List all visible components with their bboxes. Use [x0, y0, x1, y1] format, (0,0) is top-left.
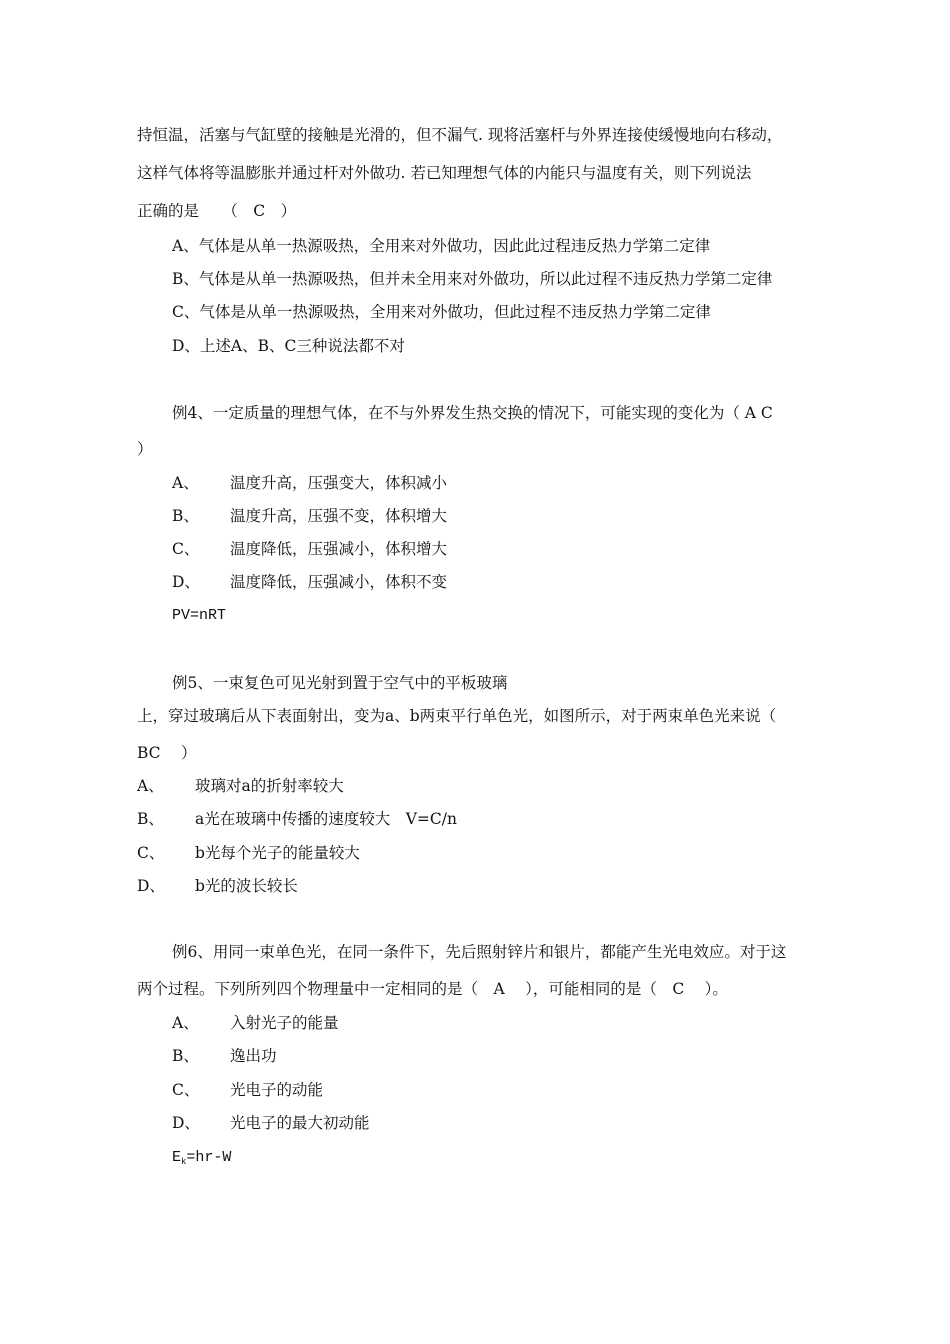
option-text: 温度升高，压强变大，体积减小 [230, 474, 448, 492]
q5-option-a [137, 776, 344, 796]
q5-option-c [137, 843, 360, 863]
q6-option-d [172, 1113, 370, 1133]
option-label: A、 [137, 777, 164, 795]
q3-stem-line-2: 这样气体将等温膨胀并通过杆对外做功. 若已知理想气体的内能只与温度有关，则下列说法 [137, 164, 752, 182]
option-text: 光电子的动能 [230, 1081, 324, 1099]
option-label: B、 [172, 507, 199, 525]
q4-option-c [172, 539, 447, 559]
q6-stem-line-2: 两个过程。下列所列四个物理量中一定相同的是（ A ），可能相同的是（ C ）。 [137, 980, 728, 998]
option-text: 玻璃对a的折射率较大 [195, 777, 344, 795]
option-label: B、 [137, 810, 164, 828]
option-text: 光电子的最大初动能 [230, 1114, 370, 1132]
q5-stem-line-3: BC ） [137, 744, 197, 762]
q5-stem-line-2: 上，穿过玻璃后从下表面射出，变为a、b两束平行单色光，如图所示，对于两束单色光来说（ [137, 707, 777, 725]
option-text: 温度升高，压强不变，体积增大 [230, 507, 448, 525]
option-text: b光的波长较长 [195, 877, 298, 895]
option-label: D、 [172, 1114, 200, 1132]
q4-option-d [172, 572, 447, 592]
option-label: D、 [137, 877, 165, 895]
option-text: b光每个光子的能量较大 [195, 844, 360, 862]
formula-rest: =hr-W [186, 1149, 232, 1166]
q6-formula [172, 1148, 231, 1172]
q3-stem-line-3: 正确的是 （ C ） [137, 202, 297, 220]
q4-option-b [172, 506, 447, 526]
q4-option-a [172, 473, 447, 493]
option-label: A、 [172, 474, 199, 492]
option-label: C、 [172, 540, 200, 558]
option-text: 温度降低，压强减小，体积增大 [230, 540, 448, 558]
q3-stem-line-1: 持恒温，活塞与气缸壁的接触是光滑的，但不漏气. 现将活塞杆与外界连接使缓慢地向右移动， [137, 126, 783, 144]
option-text: a光在玻璃中传播的速度较大 V=C/n [195, 810, 457, 828]
q4-stem-line-2: ） [137, 440, 153, 458]
q5-option-b [137, 809, 457, 829]
q6-stem-line-1: 例6、用同一束单色光，在同一条件下，先后照射锌片和银片，都能产生光电效应。对于这 [172, 943, 787, 961]
q6-option-c [172, 1080, 323, 1100]
q5-stem-line-1: 例5、一束复色可见光射到置于空气中的平板玻璃 [172, 674, 508, 692]
option-label: A、 [172, 1014, 199, 1032]
option-text: 逸出功 [230, 1047, 277, 1065]
option-text: 温度降低，压强减小，体积不变 [230, 573, 448, 591]
option-label: D、 [172, 573, 200, 591]
q6-option-a [172, 1013, 339, 1033]
option-label: C、 [172, 1081, 200, 1099]
option-label: B、 [172, 1047, 199, 1065]
formula-base: E [172, 1149, 182, 1166]
q3-option-d: D、上述A、B、C三种说法都不对 [172, 337, 405, 355]
q3-option-a: A、气体是从单一热源吸热，全用来对外做功，因此此过程违反热力学第二定律 [172, 237, 711, 255]
q5-option-d [137, 876, 298, 896]
q3-option-c: C、气体是从单一热源吸热，全用来对外做功，但此过程不违反热力学第二定律 [172, 303, 711, 321]
q4-formula: PV=nRT [172, 607, 227, 624]
option-label: C、 [137, 844, 165, 862]
option-text: 入射光子的能量 [230, 1014, 339, 1032]
formula-subscript: k [181, 1157, 187, 1167]
q3-option-b: B、气体是从单一热源吸热，但并未全用来对外做功，所以此过程不违反热力学第二定律 [172, 270, 773, 288]
q4-stem-line-1: 例4、一定质量的理想气体，在不与外界发生热交换的情况下，可能实现的变化为（ A C [172, 404, 773, 422]
q6-option-b [172, 1046, 277, 1066]
